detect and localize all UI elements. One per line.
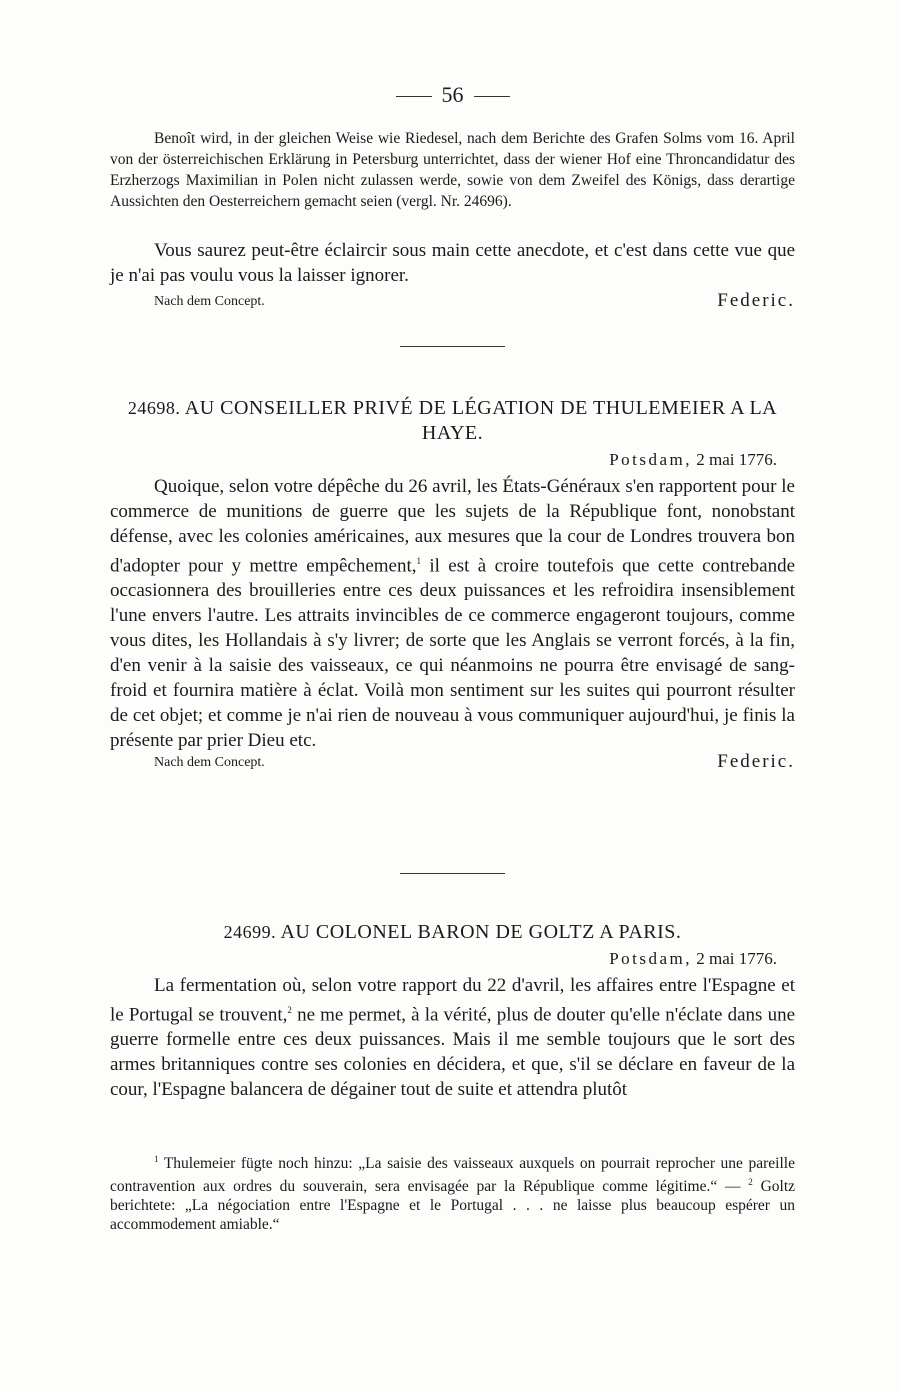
top-paragraph: Vous saurez peut-être éclaircir sous main cette anecdote, et c'est dans cette vue que je n'ai pas voulu vous la laisser ignorer. — [110, 240, 795, 286]
divider-1 — [110, 346, 795, 347]
letter-2-body: La fermentation où, selon votre rapport du 22 d'avril, les affaires entre l'Espagne et le Portugal se trouvent,$^2$ ne me permet, à la vérité, plus de douter qu'elle n'éclate dans une guerre formelle entre ces deux puissances. Mais il me semble toujours que le sort des armes britanniques contre ses colonies en décidera, et que, s'il se déclare en faveur de la cour, l'Espagne balancera de dégainer tout de suite et attendra plutôt — [110, 975, 795, 1101]
top-letter-end — [110, 238, 795, 314]
letter-2-place: Potsdam, — [609, 949, 692, 968]
top-sign-off — [110, 290, 795, 314]
top-signature: Federic. — [717, 290, 795, 311]
dash-left — [396, 96, 432, 97]
letter-1-sign-off — [110, 751, 795, 775]
letter-1-title: AU CONSEILLER PRIVÉ DE LÉGATION DE THULEMEIER A LA HAYE. — [184, 397, 778, 444]
footnote-1-mark: 1 — [154, 1154, 159, 1164]
letter-1-place: Potsdam, — [609, 450, 692, 469]
footnote-ref-2: 2 — [287, 1005, 292, 1015]
letter-1-number: 24698. — [127, 398, 181, 418]
letter-2-title: AU COLONEL BARON DE GOLTZ A PARIS. — [280, 921, 682, 943]
footnote-2-mark: 2 — [748, 1177, 753, 1188]
footnote-2: Goltz berichtete: „La négociation entre l'Espagne et le Portugal . . . ne laisse plus beaucoup espérer un accommodement amiable.“ — [110, 1178, 795, 1234]
editorial-note — [110, 128, 795, 212]
letter-1-body: Quoique, selon votre dépêche du 26 avril, les États-Généraux s'en rapportent pour le commerce de munitions de guerre que les sujets de la République font, nonobstant défense, avec les colonies américaines, aux mesures que la cour de Londres trouvera bon d'adopter pour y mettre empêchement,$^1$ il est à croire toutefois que cette contrebande occasionnera des brouilleries entre ces deux puissances et les refroidira insensiblement l'une envers l'autre. Les attraits invincibles de ce commerce engageront toujours, comme vous dites, les Hollandais à s'y livrer; de sorte que les Anglais se verront forcés, à la fin, d'en venir à la saisie des vaisseaux, ce qui néanmoins ne pourra être envisagé de sang-froid et fournira matière à éclat. Voilà mon sentiment sur les suites qui pourront résulter de cet objet; et comme je n'ai rien de nouveau à vous communiquer aujourd'hui, je finis la présente par prier Dieu etc. — [110, 476, 795, 752]
page-number-line — [110, 82, 795, 108]
dash-right — [474, 96, 510, 97]
footnote-1: Thulemeier fügte noch hinzu: „La saisie des vaisseaux auxquels on pourrait reprocher une pareille contravention aux ordres du souverain, sera envisagée par la République comme légitime.“ — — [110, 1155, 795, 1196]
letter-24698 — [110, 396, 795, 775]
letter-2-number: 24699. — [223, 922, 277, 942]
letter-24699 — [110, 920, 795, 1102]
footnote-ref-1: 1 — [416, 556, 421, 566]
letter-2-date: 2 mai 1776. — [696, 949, 777, 968]
page-number: 56 — [441, 82, 464, 107]
letter-2-dateline — [110, 949, 795, 969]
editorial-note-text: Benoît wird, in der gleichen Weise wie Riedesel, nach dem Berichte des Grafen Solms vom 16. April von der österreichischen Erklärung in Petersburg unterrichtet, dass der wiener Hof eine Throncandidatur des Erzherzogs Maximilian in Polen nicht zulassen werde, sowie von dem Zweifel des Königs, dass derartige Aussichten den Oesterreichern gemacht seien (vergl. Nr. 24696). — [110, 130, 795, 210]
footnotes — [110, 1150, 795, 1234]
letter-1-heading — [110, 396, 795, 446]
top-source: Nach dem Concept. — [154, 294, 265, 309]
letter-1-source: Nach dem Concept. — [154, 755, 265, 771]
letter-1-signature: Federic. — [717, 751, 795, 773]
letter-1-date: 2 mai 1776. — [696, 450, 777, 469]
letter-1-dateline — [110, 450, 795, 470]
divider-2 — [110, 873, 795, 874]
letter-2-heading — [110, 920, 795, 945]
